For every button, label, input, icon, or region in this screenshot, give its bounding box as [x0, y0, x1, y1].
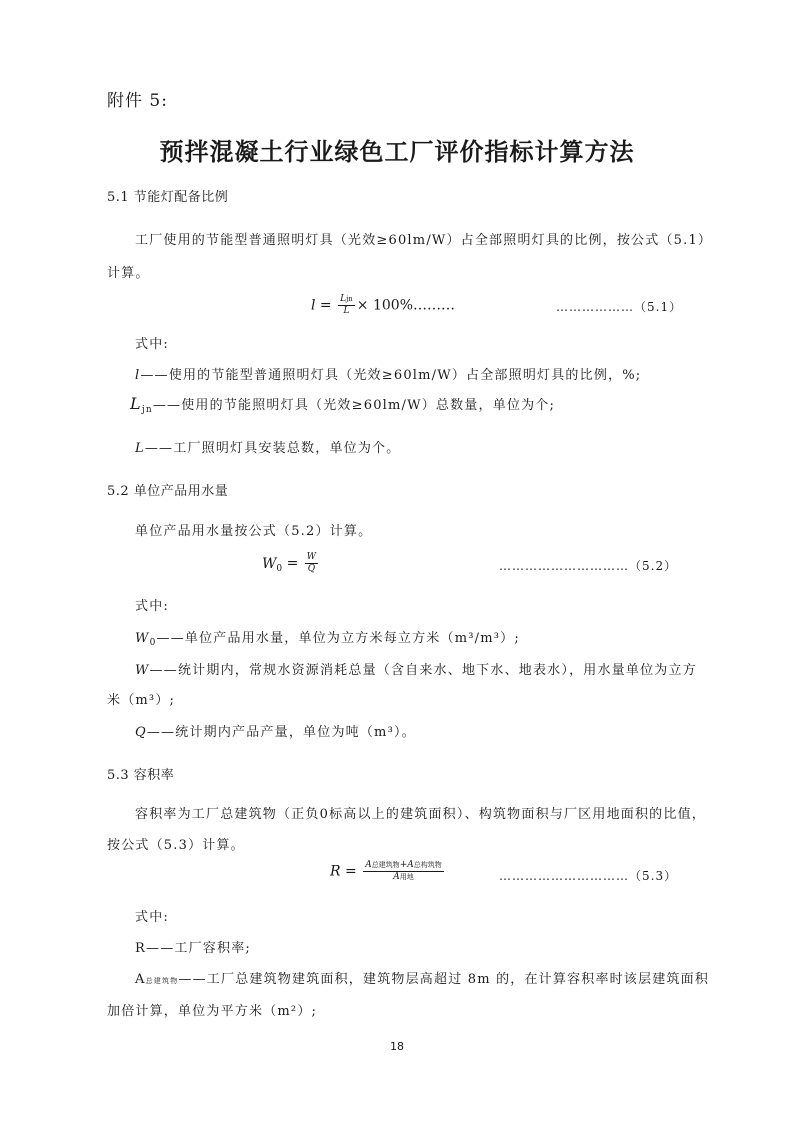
def-symbol: W	[135, 663, 150, 678]
formula-5-1-rest: × 100%………	[356, 297, 456, 314]
section-5-3-def2-line2: 加倍计算，单位为平方米（m²）;	[107, 1004, 318, 1019]
def-symbol: A总建筑物	[135, 972, 179, 987]
section-5-1-heading: 5.1 节能灯配备比例	[107, 190, 229, 205]
section-5-1-def2: $L_{jn}——$使用的节能照明灯具（光效≥60lm/W）总数量，单位为个;	[130, 394, 556, 415]
page-title: 预拌混凝土行业绿色工厂评价指标计算方法	[159, 138, 635, 166]
equation-number-5-2: …………………………（5.2）	[499, 559, 678, 573]
formula-5-3-lhs: R =	[330, 863, 357, 880]
section-5-3-intro-line1: 容积率为工厂总建筑物（正负0标高以上的建筑面积）、构筑物面积与厂区用地面积的比值，	[135, 807, 706, 822]
formula-5-2: $W_0$ = $\frac{W}{Q}$	[262, 552, 317, 574]
formula-5-1-lhs: l =	[311, 297, 332, 314]
annex-label: 附件 5:	[107, 91, 168, 111]
formula-5-1-denominator: L	[343, 306, 350, 316]
section-5-2-heading: 5.2 单位产品用水量	[107, 484, 229, 499]
def-symbol: l	[135, 368, 141, 383]
def-symbol: L	[135, 441, 145, 456]
section-5-2-def2-line2: 米（m³）;	[107, 693, 176, 708]
equation-number-5-3: …………………………（5.3）	[499, 869, 678, 883]
formula-5-2-fraction	[305, 552, 318, 575]
def-symbol: Q	[135, 725, 147, 740]
formula-5-2-denominator: Q	[307, 564, 316, 574]
section-5-1-intro-line2: 计算。	[107, 266, 150, 281]
formula-5-3-denominator: A用地	[393, 872, 414, 882]
section-5-2-intro: 单位产品用水量按公式（5.2）计算。	[135, 524, 373, 539]
formula-5-3-numerator: A总建筑物+A总构筑物	[365, 860, 442, 870]
def-symbol: $L_{jn}$	[130, 394, 153, 415]
formula-5-1-fraction	[338, 294, 355, 317]
formula-5-2-numerator: W	[306, 552, 317, 562]
formula-5-3-fraction	[363, 860, 444, 883]
section-5-1-def1: l——使用的节能型普通照明灯具（光效≥60lm/W）占全部照明灯具的比例，%;	[135, 368, 642, 383]
equation-number-5-1: ………………（5.1）	[556, 300, 683, 314]
section-5-1-def3: L——工厂照明灯具安装总数，单位为个。	[135, 441, 401, 456]
formula-5-1	[311, 294, 455, 317]
section-5-2-where: 式中:	[135, 599, 169, 614]
formula-5-3	[330, 860, 446, 883]
formula-5-2-lhs: $W_0$	[262, 555, 283, 574]
formula-5-1-numerator: Ljn	[340, 294, 353, 304]
section-5-3-intro-line2: 按公式（5.3）计算。	[107, 838, 245, 853]
section-5-2-def1: $W_0——$单位产品用水量，单位为立方米每立方米（m³/m³）;	[135, 631, 520, 648]
def-symbol: $W_0$	[135, 631, 157, 648]
section-5-1-intro-line1: 工厂使用的节能型普通照明灯具（光效≥60lm/W）占全部照明灯具的比例，按公式（5.1）	[135, 233, 713, 248]
section-5-3-def2: A总建筑物——工厂总建筑物建筑面积，建筑物层高超过 8m 的，在计算容积率时该层建筑面积	[135, 972, 710, 987]
section-5-3-where: 式中:	[135, 910, 169, 925]
section-5-3-heading: 5.3 容积率	[107, 768, 175, 783]
page-number: 18	[390, 1040, 404, 1053]
section-5-3-def1: R——工厂容积率;	[135, 941, 251, 956]
section-5-1-where: 式中:	[135, 337, 169, 352]
section-5-2-def2: W——统计期内，常规水资源消耗总量（含自来水、地下水、地表水），用水量单位为立方	[135, 663, 697, 678]
section-5-2-def3: Q——统计期内产品产量，单位为吨（m³）。	[135, 725, 416, 740]
